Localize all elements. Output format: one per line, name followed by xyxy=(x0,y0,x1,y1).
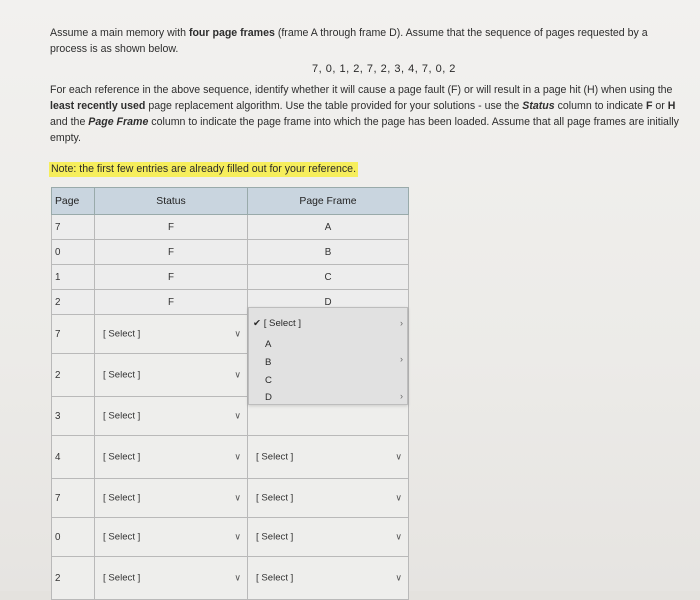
chevron-right-icon: › xyxy=(400,318,403,328)
select-label: [ Select ] xyxy=(103,531,141,543)
status-select[interactable] xyxy=(95,479,248,518)
intro-bold: four page frames xyxy=(188,27,275,39)
instr-f: F xyxy=(645,100,653,112)
chevron-down-icon: ∨ xyxy=(234,492,241,503)
option-label: [ Select ] xyxy=(263,318,302,329)
dropdown-option-a[interactable]: A xyxy=(265,339,272,350)
table-row xyxy=(52,436,409,479)
checkmark-icon: ✔ xyxy=(253,318,262,329)
frame-cell: D xyxy=(248,290,409,315)
header-page-frame: Page Frame xyxy=(248,188,409,215)
status-select[interactable] xyxy=(95,518,248,557)
status-cell: F xyxy=(95,265,248,290)
frame-select[interactable] xyxy=(248,557,409,600)
frame-select[interactable] xyxy=(248,479,409,518)
select-label: [ Select ] xyxy=(103,572,141,584)
page-cell: 1 xyxy=(52,265,95,290)
instr-lru: least recently used xyxy=(50,100,146,112)
chevron-down-icon: ∨ xyxy=(395,572,402,583)
instr-page-frame: Page Frame xyxy=(88,116,149,128)
chevron-down-icon: ∨ xyxy=(234,410,241,421)
instr-status: Status xyxy=(522,100,555,112)
page-cell: 7 xyxy=(52,215,95,240)
select-label: [ Select ] xyxy=(256,531,294,543)
status-select[interactable] xyxy=(95,354,248,397)
instr-c: column to indicate xyxy=(554,100,646,112)
page-cell: 2 xyxy=(52,290,95,315)
frame-select[interactable] xyxy=(248,436,409,479)
page-cell: 3 xyxy=(52,397,95,436)
dropdown-option-b[interactable]: B xyxy=(265,357,272,368)
header-page: Page xyxy=(52,188,95,215)
instr-e: and the xyxy=(50,116,89,128)
select-label: [ Select ] xyxy=(103,369,141,381)
page-cell: 4 xyxy=(52,436,95,479)
table-row xyxy=(52,557,409,600)
dropdown-option-d[interactable]: D xyxy=(265,392,272,403)
status-cell: F xyxy=(95,240,248,265)
header-status: Status xyxy=(95,188,248,215)
dropdown-option-c[interactable]: C xyxy=(265,375,272,386)
status-select[interactable] xyxy=(95,315,248,354)
chevron-right-icon: › xyxy=(400,354,403,364)
instr-b: page replacement algorithm. Use the table provided for your solutions - use the xyxy=(145,100,523,112)
instr-a: For each reference in the above sequence, identify whether it will cause a page fault (F) or will result in a page hit (H) when using the xyxy=(50,84,673,96)
chevron-down-icon: ∨ xyxy=(234,531,241,542)
select-label: [ Select ] xyxy=(103,492,141,504)
frame-cell: A xyxy=(248,215,409,240)
status-cell: F xyxy=(95,215,248,240)
intro-text: Assume a main memory with xyxy=(50,27,189,39)
page-cell: 2 xyxy=(52,557,95,600)
chevron-down-icon: ∨ xyxy=(234,451,241,462)
select-label: [ Select ] xyxy=(103,328,141,340)
select-label: [ Select ] xyxy=(256,451,294,463)
dropdown-option-selected[interactable] xyxy=(253,318,301,329)
chevron-down-icon: ∨ xyxy=(395,492,402,503)
instr-f-text: column to indicate the page frame into which the page has been loaded. Assume that all page frames are initially empty. xyxy=(50,116,679,144)
status-cell: F xyxy=(95,290,248,315)
page-cell: 7 xyxy=(52,315,95,354)
chevron-down-icon: ∨ xyxy=(234,369,241,380)
select-label: [ Select ] xyxy=(103,410,141,422)
status-select[interactable] xyxy=(95,557,248,600)
table-row xyxy=(52,518,409,557)
instructions-paragraph xyxy=(50,82,690,146)
table-row xyxy=(52,215,409,240)
frame-dropdown-menu xyxy=(248,307,408,405)
select-label: [ Select ] xyxy=(103,451,141,463)
chevron-down-icon: ∨ xyxy=(234,328,241,339)
status-select[interactable] xyxy=(95,436,248,479)
status-select[interactable] xyxy=(95,397,248,436)
frame-cell: B xyxy=(248,240,409,265)
frame-cell: C xyxy=(248,265,409,290)
select-label: [ Select ] xyxy=(256,492,294,504)
note-highlight: Note: the first few entries are already filled out for your reference. xyxy=(51,163,357,175)
table-row xyxy=(52,265,409,290)
chevron-down-icon: ∨ xyxy=(234,572,241,583)
intro-paragraph xyxy=(50,25,682,57)
instr-d: or xyxy=(652,100,668,112)
page-cell: 2 xyxy=(52,354,95,397)
page-sequence: 7, 0, 1, 2, 7, 2, 3, 4, 7, 0, 2 xyxy=(312,63,456,75)
frame-select[interactable] xyxy=(248,518,409,557)
page-cell: 0 xyxy=(52,518,95,557)
page-cell: 0 xyxy=(52,240,95,265)
intro-text-2: (frame A through frame D). Assume that the sequence of pages requested by a process is as shown below. xyxy=(50,27,648,55)
chevron-right-icon: › xyxy=(400,391,403,401)
table-row xyxy=(52,240,409,265)
instr-h: H xyxy=(667,100,676,112)
select-label: [ Select ] xyxy=(256,572,294,584)
chevron-down-icon: ∨ xyxy=(395,531,402,542)
page-cell: 7 xyxy=(52,479,95,518)
chevron-down-icon: ∨ xyxy=(395,451,402,462)
table-row xyxy=(52,479,409,518)
